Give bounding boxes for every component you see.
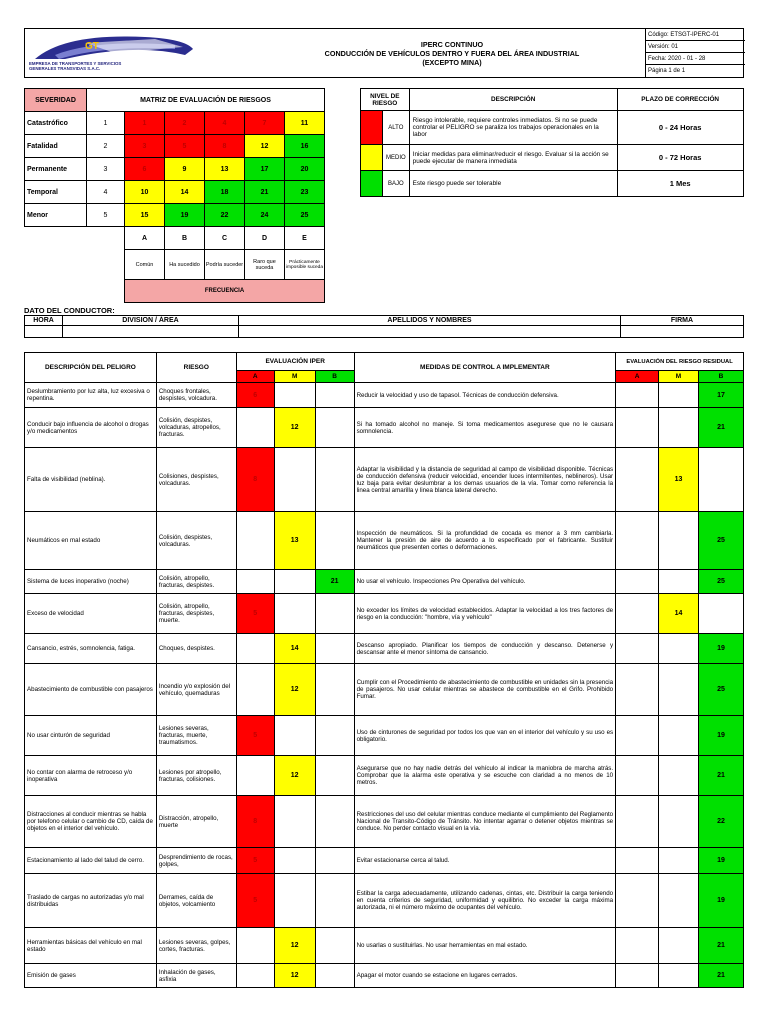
residual-value-cell: 21 <box>698 964 743 988</box>
residual-empty-cell <box>616 408 659 448</box>
riesgo-cell: Incendio y/o explosión del vehículo, quemaduras <box>156 664 236 716</box>
level-color-swatch <box>361 111 383 145</box>
document-header <box>24 28 744 78</box>
level-plazo: 1 Mes <box>617 171 743 197</box>
eval-m-header: M <box>274 371 315 383</box>
peligro-cell: Estacionamiento al lado del talud de cerro. <box>25 848 157 874</box>
matrix-cell: 23 <box>285 181 325 204</box>
peligro-cell: Emisión de gases <box>25 964 157 988</box>
eval-empty-cell <box>315 874 354 928</box>
severity-label: Fatalidad <box>25 135 87 158</box>
descripcion-header: DESCRIPCIÓN <box>409 89 617 111</box>
eval-empty-cell <box>236 964 274 988</box>
eval-empty-cell <box>315 594 354 634</box>
peligro-cell: No contar con alarma de retroceso y/o inoperativa <box>25 756 157 796</box>
residual-empty-cell <box>659 570 699 594</box>
residual-value-cell: 14 <box>659 594 699 634</box>
peligro-cell: No usar cinturón de seguridad <box>25 716 157 756</box>
severity-number: 3 <box>87 158 125 181</box>
hazard-table <box>24 352 744 988</box>
matrix-cell: 15 <box>125 204 165 227</box>
freq-desc: Común <box>125 250 165 280</box>
eval-empty-cell <box>315 634 354 664</box>
residual-empty-cell <box>659 964 699 988</box>
peligro-cell: Sistema de luces inoperativo (noche) <box>25 570 157 594</box>
hora-field[interactable] <box>25 326 63 338</box>
residual-empty-cell <box>616 928 659 964</box>
conductor-title: DATO DEL CONDUCTOR: <box>24 306 115 315</box>
eval-empty-cell <box>274 796 315 848</box>
peligro-cell: Cansancio, estrés, somnolencia, fatiga. <box>25 634 157 664</box>
eval-value-cell: 6 <box>236 383 274 408</box>
eval-value-cell: 5 <box>236 848 274 874</box>
risk-levels-table <box>360 88 744 197</box>
matrix-cell: 11 <box>285 112 325 135</box>
matrix-cell: 25 <box>285 204 325 227</box>
eval-value-cell: 8 <box>236 796 274 848</box>
matrix-cell: 7 <box>245 112 285 135</box>
riesgo-cell: Colisión, despistes, volcaduras. <box>156 512 236 570</box>
residual-empty-cell <box>698 448 743 512</box>
residual-value-cell: 19 <box>698 716 743 756</box>
residual-empty-cell <box>616 664 659 716</box>
medidas-cell: No usar el vehículo. Inspecciones Pre Operativa del vehículo. <box>354 570 616 594</box>
matrix-cell: 14 <box>165 181 205 204</box>
eval-empty-cell <box>274 716 315 756</box>
eval-empty-cell <box>274 874 315 928</box>
residual-empty-cell <box>659 383 699 408</box>
eval-empty-cell <box>236 928 274 964</box>
severidad-label: SEVERIDAD <box>25 89 87 112</box>
severity-label: Temporal <box>25 181 87 204</box>
eval-value-cell: 12 <box>274 664 315 716</box>
meta-version: Versión: 01 <box>646 41 745 53</box>
severity-label: Permanente <box>25 158 87 181</box>
residual-b-header: B <box>698 371 743 383</box>
level-row <box>361 171 744 197</box>
medidas-cell: No usarlas o sustituirlas. No usar herramientas en mal estado. <box>354 928 616 964</box>
matrix-cell: 19 <box>165 204 205 227</box>
peligro-cell: Abastecimiento de combustible con pasajeros <box>25 664 157 716</box>
eval-value-cell: 13 <box>274 512 315 570</box>
eval-value-cell: 5 <box>236 874 274 928</box>
residual-empty-cell <box>616 756 659 796</box>
eval-value-cell: 8 <box>236 448 274 512</box>
medidas-cell: Cumplir con el Procedimiento de abastecimiento de combustible en unidades sin la presencia de pasajeros. No usar celular mientras se abastece de combustible en el Grifo. Prohibido Fumar. <box>354 664 616 716</box>
hazard-row <box>25 928 744 964</box>
riesgo-cell: Choques frontales, despistes, volcadura. <box>156 383 236 408</box>
residual-empty-cell <box>616 383 659 408</box>
eval-a-header: A <box>236 371 274 383</box>
medidas-header: MEDIDAS DE CONTROL A IMPLEMENTAR <box>354 353 616 383</box>
matrix-cell: 24 <box>245 204 285 227</box>
eval-b-header: B <box>315 371 354 383</box>
riesgo-cell: Derrames, caída de objetos, volcamiento <box>156 874 236 928</box>
residual-empty-cell <box>616 448 659 512</box>
peligro-cell: Falta de visibilidad (neblina). <box>25 448 157 512</box>
company-logo <box>25 29 255 77</box>
eval-empty-cell <box>315 964 354 988</box>
eval-empty-cell <box>236 664 274 716</box>
residual-empty-cell <box>698 594 743 634</box>
level-color-swatch <box>361 171 383 197</box>
residual-value-cell: 17 <box>698 383 743 408</box>
eval-value-cell: 5 <box>236 594 274 634</box>
peligro-cell: Exceso de velocidad <box>25 594 157 634</box>
residual-value-cell: 13 <box>659 448 699 512</box>
eval-empty-cell <box>274 448 315 512</box>
matrix-cell: 1 <box>125 112 165 135</box>
residual-value-cell: 19 <box>698 848 743 874</box>
matrix-cell: 10 <box>125 181 165 204</box>
riesgo-cell: Choques, despistes. <box>156 634 236 664</box>
eval-empty-cell <box>274 848 315 874</box>
residual-empty-cell <box>616 964 659 988</box>
hazard-row <box>25 634 744 664</box>
residual-empty-cell <box>616 512 659 570</box>
matrix-cell: 16 <box>285 135 325 158</box>
freq-desc: Prácticamente imposible suceda <box>285 250 325 280</box>
medidas-cell: Inspección de neumáticos. Si la profundidad de cocada es menor a 3 mm cambiarla. Mantener la presión de aire de acuerdo a lo especificado por el fabricante. Sustituir neumáticos que presenten cortes o deformaciones. <box>354 512 616 570</box>
medidas-cell: Evitar estacionarse cerca al talud. <box>354 848 616 874</box>
medidas-cell: Restricciones del uso del celular mientras conduce mediante el cumplimiento del Reglamento Nacional de Transito-Código de Tránsito. No intentar agarrar o detener objetos mientras se conduce. No perder contacto visual en la vía. <box>354 796 616 848</box>
residual-value-cell: 21 <box>698 756 743 796</box>
hazard-row <box>25 716 744 756</box>
level-description: Riesgo intolerable, requiere controles inmediatos. Si no se puede controlar el PELIGRO se paraliza los trabajos operacionales en la labor <box>409 111 617 145</box>
medidas-cell: Estibar la carga adecuadamente, utilizando cadenas, cintas, etc. Distribuir la carga teniendo en cuenta criterios de seguridad, uniformidad y equilibrio. No exceder la carga máxima autorizada, ni el número máximo de ocupantes del vehículo. <box>354 874 616 928</box>
matrix-row <box>25 158 325 181</box>
apellidos-field[interactable] <box>239 326 621 338</box>
matrix-row <box>25 204 325 227</box>
residual-header: EVALUACIÓN DEL RIESGO RESIDUAL <box>616 353 744 371</box>
frecuencia-label: FRECUENCIA <box>125 280 325 303</box>
level-plazo: 0 - 24 Horas <box>617 111 743 145</box>
riesgo-cell: Desprendimiento de rocas, golpes, <box>156 848 236 874</box>
medidas-cell: Si ha tomado alcohol no maneje. Si toma medicamentos asegurese que no le causara somnolencia. <box>354 408 616 448</box>
peligro-cell: Neumáticos en mal estado <box>25 512 157 570</box>
severity-number: 5 <box>87 204 125 227</box>
residual-empty-cell <box>659 512 699 570</box>
document-meta <box>645 29 745 77</box>
level-description: Iniciar medidas para eliminar/reducir el riesgo. Evaluar si la acción se puede ejecutar de manera inmediata <box>409 145 617 171</box>
eval-value-cell: 12 <box>274 756 315 796</box>
matrix-cell: 13 <box>205 158 245 181</box>
peligro-header: DESCRIPCIÓN DEL PELIGRO <box>25 353 157 383</box>
title-line-1: IPERC CONTINUO <box>420 39 484 49</box>
eval-value-cell: 21 <box>315 570 354 594</box>
company-name: EMPRESA DE TRANSPORTES Y SERVICIOS GENERALES TRANSVIDAS S.A.C. <box>29 61 122 71</box>
freq-letter: E <box>285 227 325 250</box>
medidas-cell: Descanso apropiado. Planificar los tiempos de conducción y descanso. Detenerse y descansar ante el menor síntoma de cansancio. <box>354 634 616 664</box>
residual-m-header: M <box>659 371 699 383</box>
matrix-cell: 2 <box>165 112 205 135</box>
riesgo-cell: Colisión, atropello, fracturas, despistes, muerte. <box>156 594 236 634</box>
residual-value-cell: 25 <box>698 664 743 716</box>
residual-empty-cell <box>616 634 659 664</box>
riesgo-cell: Lesiones severas, golpes, cortes, fracturas. <box>156 928 236 964</box>
medidas-cell: Asegurarse que no hay nadie detrás del vehículo al indicar la maniobra de marcha atrás. Comprobar que la alarma este operativa y se escuche con claridad a no menos de 10 metros. <box>354 756 616 796</box>
hazard-row <box>25 796 744 848</box>
matrix-row <box>25 135 325 158</box>
eval-empty-cell <box>315 383 354 408</box>
residual-empty-cell <box>659 848 699 874</box>
meta-pagina: Página 1 de 1 <box>648 68 686 74</box>
residual-value-cell: 25 <box>698 512 743 570</box>
eval-value-cell: 5 <box>236 716 274 756</box>
nivel-header: NIVEL DE RIESGO <box>361 89 410 111</box>
hora-header: HORA <box>25 316 63 326</box>
riesgo-header: RIESGO <box>156 353 236 383</box>
eval-value-cell: 12 <box>274 964 315 988</box>
freq-desc: Podría suceder <box>205 250 245 280</box>
residual-value-cell: 25 <box>698 570 743 594</box>
eval-empty-cell <box>315 928 354 964</box>
freq-desc: Raro que suceda <box>245 250 285 280</box>
plazo-header: PLAZO DE CORRECCIÓN <box>617 89 743 111</box>
riesgo-cell: Lesiones por atropello, fracturas, colisiones. <box>156 756 236 796</box>
residual-empty-cell <box>659 716 699 756</box>
residual-value-cell: 19 <box>698 634 743 664</box>
division-header: DIVISION / ÁREA <box>63 316 239 326</box>
severity-label: Menor <box>25 204 87 227</box>
residual-empty-cell <box>659 634 699 664</box>
matrix-cell: 22 <box>205 204 245 227</box>
eval-empty-cell <box>274 570 315 594</box>
level-plazo: 0 - 72 Horas <box>617 145 743 171</box>
matrix-cell: 3 <box>125 135 165 158</box>
hazard-row <box>25 964 744 988</box>
medidas-cell: Adaptar la visibilidad y la distancia de seguridad al campo de visibilidad disponible. Técnicas de conducción defensiva (reducir velocidad, encender luces intermitentes, neblineros). Usar luz baja para evitar deslumbrar a los demas usuarios de la vía. Tomar como referencia la linea central amarilla y linea blanca lateral derecho. <box>354 448 616 512</box>
eval-empty-cell <box>236 512 274 570</box>
residual-empty-cell <box>616 570 659 594</box>
hazard-row <box>25 756 744 796</box>
freq-desc: Ha sucedido <box>165 250 205 280</box>
eval-empty-cell <box>315 796 354 848</box>
freq-letter: B <box>165 227 205 250</box>
severity-label: Catastrófico <box>25 112 87 135</box>
hazard-row <box>25 383 744 408</box>
conductor-section <box>24 306 744 338</box>
matrix-title: MATRIZ DE EVALUACIÓN DE RIESGOS <box>87 89 325 112</box>
apellidos-header: APELLIDOS Y NOMBRES <box>239 316 621 326</box>
matrix-row <box>25 112 325 135</box>
eval-empty-cell <box>315 408 354 448</box>
hazard-row <box>25 874 744 928</box>
level-row <box>361 111 744 145</box>
medidas-cell: Apagar el motor cuando se estacione en lugares cerrados. <box>354 964 616 988</box>
eval-empty-cell <box>274 383 315 408</box>
matrix-cell: 18 <box>205 181 245 204</box>
freq-letter: D <box>245 227 285 250</box>
peligro-cell: Conducir bajo influencia de alcohol o drogas y/o medicamentos <box>25 408 157 448</box>
eval-value-cell: 14 <box>274 634 315 664</box>
hazard-row <box>25 594 744 634</box>
peligro-cell: Herramientas básicas del vehículo en mal estado <box>25 928 157 964</box>
level-description: Este riesgo puede ser tolerable <box>409 171 617 197</box>
residual-a-header: A <box>616 371 659 383</box>
hazard-row <box>25 512 744 570</box>
matrix-cell: 5 <box>165 135 205 158</box>
firma-field[interactable] <box>621 326 744 338</box>
level-row <box>361 145 744 171</box>
title-line-2: CONDUCCIÓN DE VEHÍCULOS DENTRO Y FUERA DEL ÁREA INDUSTRIAL <box>324 48 580 58</box>
severity-number: 4 <box>87 181 125 204</box>
hazard-row <box>25 570 744 594</box>
residual-value-cell: 22 <box>698 796 743 848</box>
residual-empty-cell <box>616 848 659 874</box>
peligro-cell: Distracciones al conducir mientras se habla por telefono celular o cambio de CD, caída de objetos en el interior del vehículo. <box>25 796 157 848</box>
residual-empty-cell <box>616 594 659 634</box>
riesgo-cell: Colisión, despistes, volcaduras, atropellos, fracturas. <box>156 408 236 448</box>
matrix-cell: 17 <box>245 158 285 181</box>
residual-value-cell: 21 <box>698 408 743 448</box>
residual-empty-cell <box>616 874 659 928</box>
residual-value-cell: 19 <box>698 874 743 928</box>
residual-empty-cell <box>616 716 659 756</box>
hazard-row <box>25 848 744 874</box>
hazard-row <box>25 664 744 716</box>
medidas-cell: Uso de cinturones de seguridad por todos los que van en el interior del vehículo y su uso es obligatorio. <box>354 716 616 756</box>
division-field[interactable] <box>63 326 239 338</box>
matrix-cell: 12 <box>245 135 285 158</box>
level-name: ALTO <box>383 111 410 145</box>
severity-number: 1 <box>87 112 125 135</box>
matrix-cell: 9 <box>165 158 205 181</box>
level-name: BAJO <box>383 171 410 197</box>
matrix-cell: 4 <box>205 112 245 135</box>
meta-codigo: Código: ETSGT-IPERC-01 <box>646 29 745 41</box>
freq-letter: A <box>125 227 165 250</box>
svg-text:GT: GT <box>85 41 99 52</box>
matrix-cell: 6 <box>125 158 165 181</box>
riesgo-cell: Inhalación de gases, asfixia <box>156 964 236 988</box>
eval-value-cell: 12 <box>274 928 315 964</box>
eval-empty-cell <box>236 570 274 594</box>
riesgo-cell: Colisión, atropello, fracturas, despistes. <box>156 570 236 594</box>
meta-fecha: Fecha: 2020 - 01 - 28 <box>646 53 745 65</box>
residual-empty-cell <box>659 796 699 848</box>
eval-empty-cell <box>236 756 274 796</box>
peligro-cell: Traslado de cargas no autorizadas y/o mal distribuidas <box>25 874 157 928</box>
riesgo-cell: Distracción, atropello, muerte <box>156 796 236 848</box>
eval-empty-cell <box>315 716 354 756</box>
residual-empty-cell <box>659 874 699 928</box>
matrix-row <box>25 181 325 204</box>
riesgo-cell: Lesiones severas, fracturas, muerte, traumatismos. <box>156 716 236 756</box>
level-name: MEDIO <box>383 145 410 171</box>
eval-empty-cell <box>315 448 354 512</box>
eval-empty-cell <box>315 848 354 874</box>
eval-empty-cell <box>236 408 274 448</box>
residual-empty-cell <box>659 756 699 796</box>
medidas-cell: No exceder los límites de velocidad establecidos. Adaptar la velocidad a los tres factores de riesgo en la conducción: "hombre, vía y vehículo" <box>354 594 616 634</box>
residual-empty-cell <box>659 664 699 716</box>
matrix-cell: 8 <box>205 135 245 158</box>
hazard-row <box>25 448 744 512</box>
eval-empty-cell <box>236 634 274 664</box>
eval-empty-cell <box>315 664 354 716</box>
residual-empty-cell <box>616 796 659 848</box>
eval-empty-cell <box>315 756 354 796</box>
riesgo-cell: Colisiones, despistes, volcaduras. <box>156 448 236 512</box>
firma-header: FIRMA <box>621 316 744 326</box>
freq-letter: C <box>205 227 245 250</box>
residual-empty-cell <box>659 408 699 448</box>
risk-matrix <box>24 88 325 303</box>
medidas-cell: Reducir la velocidad y uso de tapasol. Técnicas de conducción defensiva. <box>354 383 616 408</box>
document-titles <box>257 29 647 77</box>
residual-value-cell: 21 <box>698 928 743 964</box>
eval-iper-header: EVALUACIÓN IPER <box>236 353 354 371</box>
severity-number: 2 <box>87 135 125 158</box>
eval-empty-cell <box>315 512 354 570</box>
eval-value-cell: 12 <box>274 408 315 448</box>
matrix-cell: 21 <box>245 181 285 204</box>
conductor-table <box>24 315 744 338</box>
matrix-cell: 20 <box>285 158 325 181</box>
hazard-row <box>25 408 744 448</box>
peligro-cell: Deslumbramiento por luz alta, luz excesiva o repentina. <box>25 383 157 408</box>
residual-empty-cell <box>659 928 699 964</box>
eval-empty-cell <box>274 594 315 634</box>
level-color-swatch <box>361 145 383 171</box>
title-line-3: (EXCEPTO MINA) <box>422 57 482 67</box>
